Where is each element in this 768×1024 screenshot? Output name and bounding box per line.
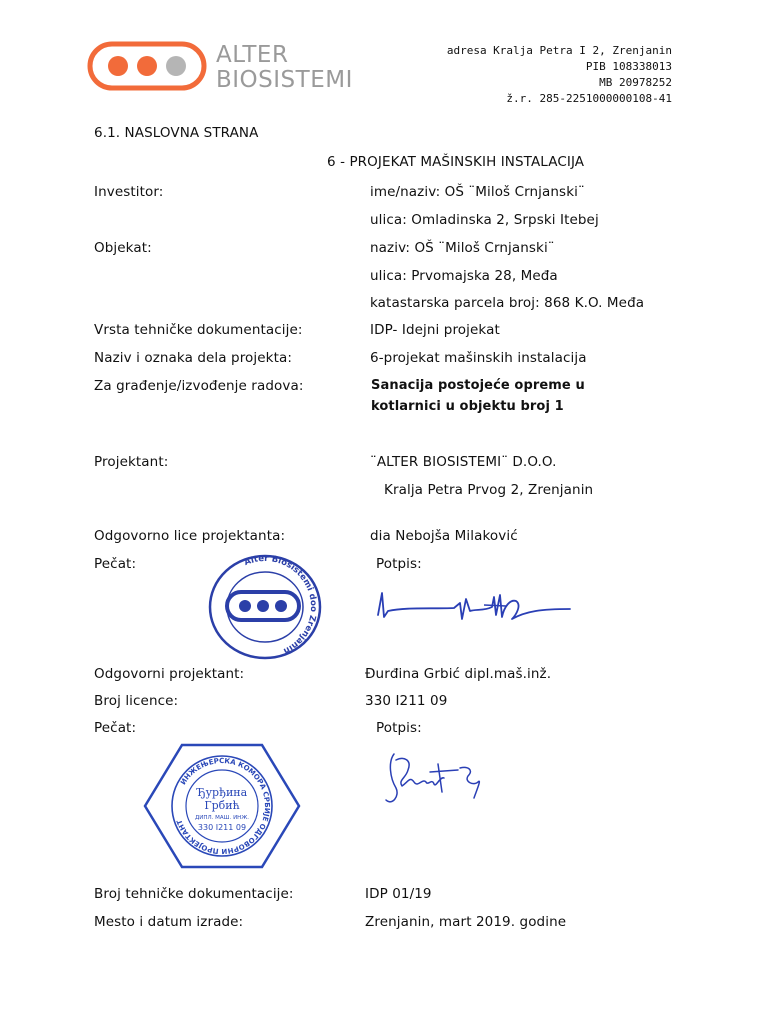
label-odgovorno-lice: Odgovorno lice projektanta: bbox=[94, 528, 286, 544]
header-pib: PIB 108338013 bbox=[585, 60, 672, 73]
value-odgovorni-projektant: Đurđina Grbić dipl.maš.inž. bbox=[365, 666, 552, 682]
label-objekat: Objekat: bbox=[94, 240, 152, 256]
stamp2-center-1: Ђурђина bbox=[196, 786, 248, 799]
label-investitor: Investitor: bbox=[94, 184, 164, 200]
label-naziv: Naziv i oznaka dela projekta: bbox=[94, 350, 293, 366]
section-title: 6.1. NASLOVNA STRANA bbox=[94, 125, 259, 141]
stamp2-ring-text: ИНЖЕЊЕРСКА КОМОРА СРБИЈЕ ОДГОВОРНИ ПРОЈЕКТАНТ bbox=[175, 756, 272, 856]
value-gradjenje-line1: Sanacija postojeće opreme u bbox=[371, 378, 585, 393]
label-pecat-2: Pečat: bbox=[94, 720, 137, 736]
label-potpis-1: Potpis: bbox=[376, 556, 422, 572]
header-address: adresa Kralja Petra I 2, Zrenjanin bbox=[446, 44, 672, 57]
value-naziv: 6-projekat mašinskih instalacija bbox=[370, 350, 587, 366]
value-gradjenje-line2: kotlarnici u objektu broj 1 bbox=[371, 399, 564, 414]
label-broj-licence: Broj licence: bbox=[94, 693, 179, 709]
logo-text-line1: ALTER bbox=[216, 42, 289, 68]
label-potpis-2: Potpis: bbox=[376, 720, 422, 736]
value-investitor-name: ime/naziv: OŠ ¨Miloš Crnjanski¨ bbox=[370, 184, 585, 200]
company-stamp bbox=[205, 552, 325, 662]
logo-dot-2 bbox=[137, 56, 157, 76]
value-mesto-datum: Zrenjanin, mart 2019. godine bbox=[365, 914, 567, 930]
project-title: 6 - PROJEKAT MAŠINSKIH INSTALACIJA bbox=[327, 154, 585, 170]
header-account: ž.r. 285-2251000000108-41 bbox=[506, 92, 672, 105]
value-projektant-name: ¨ALTER BIOSISTEMI¨ D.O.O. bbox=[370, 454, 557, 470]
label-vrsta: Vrsta tehničke dokumentacije: bbox=[94, 322, 303, 338]
stamp2-center-4: 330 I211 09 bbox=[197, 823, 247, 832]
value-odgovorno-lice: dia Nebojša Milaković bbox=[370, 528, 518, 544]
label-odgovorni-projektant: Odgovorni projektant: bbox=[94, 666, 245, 682]
value-broj-licence: 330 I211 09 bbox=[365, 693, 448, 709]
label-mesto-datum: Mesto i datum izrade: bbox=[94, 914, 244, 930]
logo-text-line2: BIOSISTEMI bbox=[216, 67, 353, 93]
label-pecat-1: Pečat: bbox=[94, 556, 137, 572]
value-broj-dokumentacije: IDP 01/19 bbox=[365, 886, 432, 902]
logo-mark bbox=[88, 42, 208, 92]
stamp1-ring-text: Alter Biosistemi doo Zrenjanin bbox=[242, 553, 319, 656]
engineering-chamber-stamp bbox=[142, 742, 302, 870]
value-projektant-address: Kralja Petra Prvog 2, Zrenjanin bbox=[384, 482, 594, 498]
label-gradjenje: Za građenje/izvođenje radova: bbox=[94, 378, 304, 394]
header-mb: MB 20978252 bbox=[599, 76, 672, 89]
logo-dot-1 bbox=[108, 56, 128, 76]
label-projektant: Projektant: bbox=[94, 454, 169, 470]
value-investitor-street: ulica: Omladinska 2, Srpski Itebej bbox=[370, 212, 599, 228]
logo-dot-3 bbox=[166, 56, 186, 76]
stamp2-center-3: ДИПЛ. МАШ. ИНЖ. bbox=[195, 815, 249, 821]
stamp2-center-2: Грбић bbox=[204, 799, 240, 812]
value-objekat-street: ulica: Prvomajska 28, Međa bbox=[370, 268, 558, 284]
signature-1 bbox=[376, 585, 576, 630]
signature-2 bbox=[378, 748, 498, 818]
label-broj-dokumentacije: Broj tehničke dokumentacije: bbox=[94, 886, 294, 902]
value-objekat-name: naziv: OŠ ¨Miloš Crnjanski¨ bbox=[370, 240, 555, 256]
value-vrsta: IDP- Idejni projekat bbox=[370, 322, 500, 338]
value-objekat-parcel: katastarska parcela broj: 868 K.O. Međa bbox=[370, 295, 645, 311]
